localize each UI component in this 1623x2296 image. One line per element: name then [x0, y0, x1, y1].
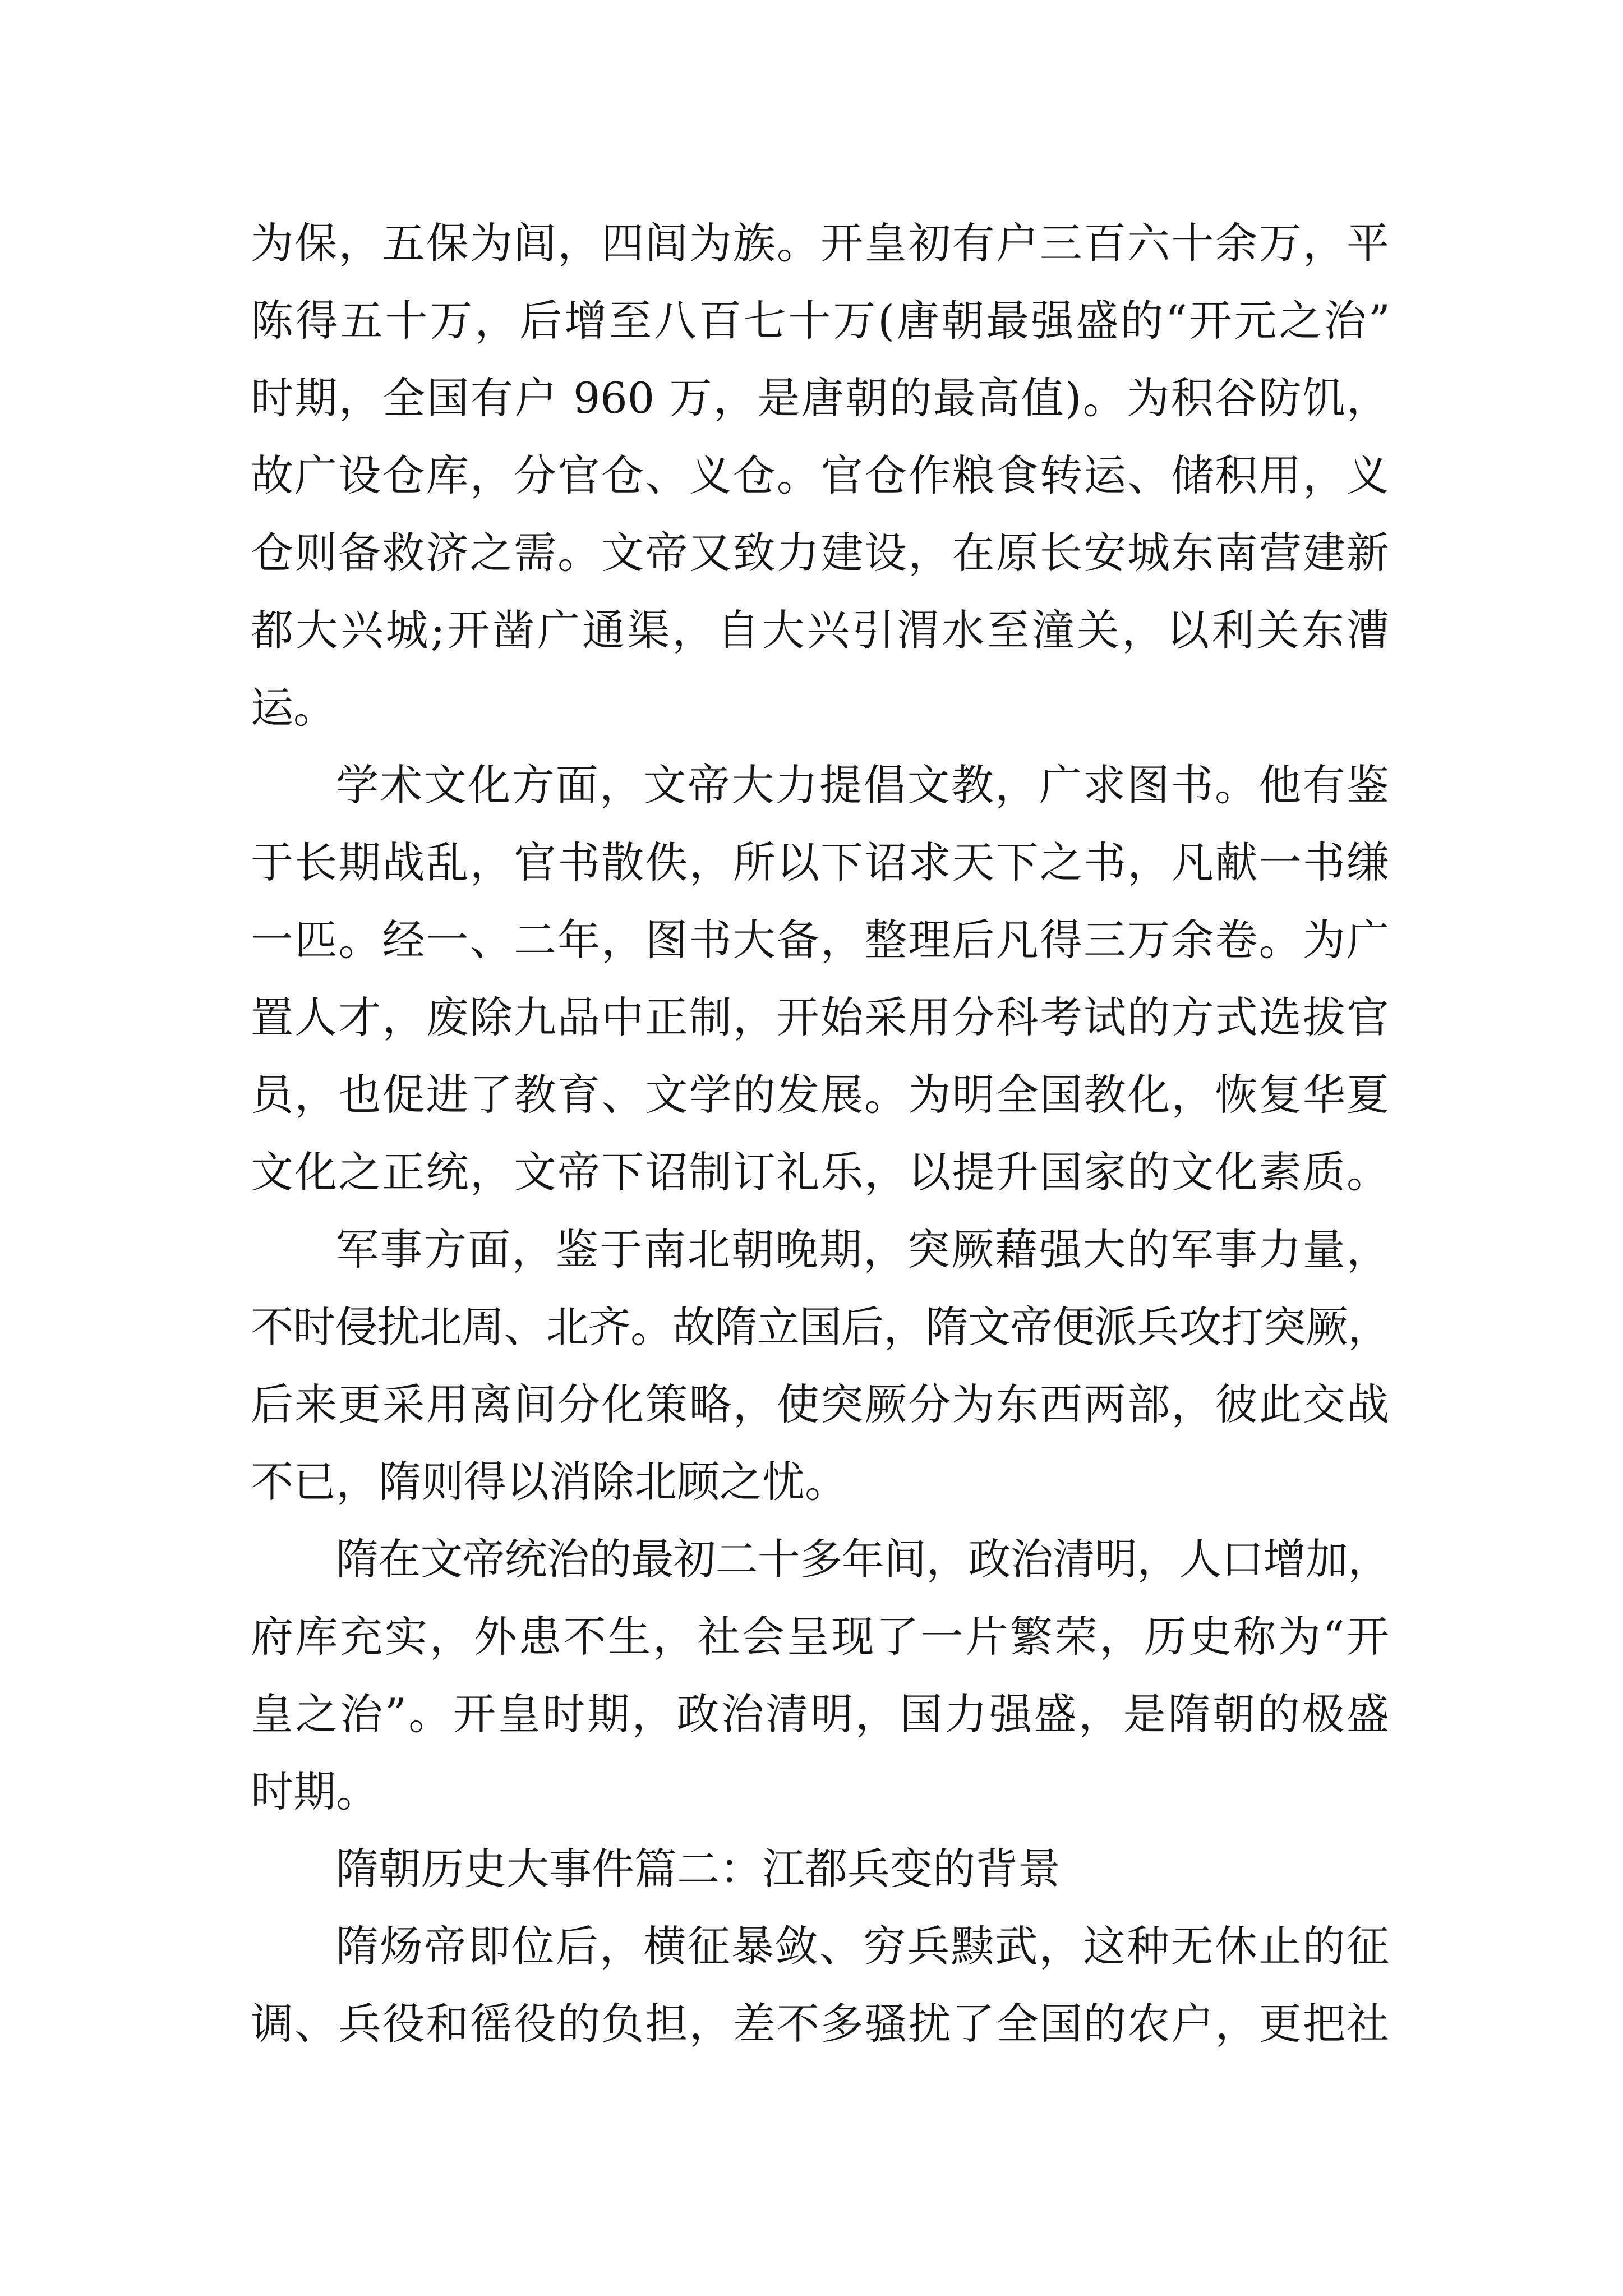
text-line: 都大兴城;开凿广通渠，自大兴引渭水至潼关，以利关东漕	[251, 605, 1389, 655]
text-line: 不已，隋则得以消除北顾之忧。	[251, 1457, 847, 1507]
text-line: 一匹。经一、二年，图书大备，整理后凡得三万余卷。为广	[251, 915, 1389, 965]
text-line: 运。	[251, 683, 336, 733]
paragraph-1	[251, 205, 1389, 747]
text-line: 不时侵扰北周、北齐。故隋立国后，隋文帝便派兵攻打突厥，	[251, 1302, 1389, 1352]
section-heading: 隋朝历史大事件篇二：江都兵变的背景	[336, 1844, 1061, 1894]
text-line: 于长期战乱，官书散佚，所以下诏求天下之书，凡献一书缣	[251, 838, 1389, 887]
text-line: 仓则备救济之需。文帝又致力建设，在原长安城东南营建新	[251, 528, 1389, 578]
text-line: 军事方面，鉴于南北朝晚期，突厥藉强大的军事力量，	[336, 1225, 1389, 1274]
text-line: 府库充实，外患不生，社会呈现了一片繁荣，历史称为“开	[251, 1612, 1389, 1662]
paragraph-2	[251, 747, 1389, 1211]
text-line: 学术文化方面，文帝大力提倡文教，广求图书。他有鉴	[336, 760, 1389, 810]
text-line: 皇之治”。开皇时期，政治清明，国力强盛，是隋朝的极盛	[251, 1689, 1389, 1739]
text-line: 为保，五保为闾，四闾为族。开皇初有户三百六十余万，平	[251, 218, 1389, 268]
text-line: 员，也促进了教育、文学的发展。为明全国教化，恢复华夏	[251, 1070, 1389, 1120]
document-body	[251, 205, 1389, 2063]
text-line: 调、兵役和徭役的负担，差不多骚扰了全国的农户，更把社	[251, 1999, 1389, 2049]
text-line: 故广设仓库，分官仓、义仓。官仓作粮食转运、储积用，义	[251, 450, 1389, 500]
text-line: 后来更采用离间分化策略，使突厥分为东西两部，彼此交战	[251, 1379, 1389, 1429]
text-line: 时期。	[251, 1766, 379, 1816]
text-line: 隋在文帝统治的最初二十多年间，政治清明，人口增加，	[336, 1534, 1389, 1584]
section-heading-block	[251, 1830, 1389, 1908]
text-line: 时期，全国有户 960 万，是唐朝的最高值)。为积谷防饥，	[251, 373, 1389, 423]
text-line: 陈得五十万，后增至八百七十万(唐朝最强盛的“开元之治”	[251, 296, 1389, 346]
text-line: 置人才，废除九品中正制，开始采用分科考试的方式选拔官	[251, 992, 1389, 1042]
paragraph-5	[251, 1908, 1389, 2063]
paragraph-4	[251, 1521, 1389, 1830]
paragraph-3	[251, 1211, 1389, 1521]
text-line: 隋炀帝即位后，横征暴敛、穷兵黩武，这种无休止的征	[336, 1921, 1389, 1971]
text-line: 文化之正统，文帝下诏制订礼乐，以提升国家的文化素质。	[251, 1147, 1389, 1197]
